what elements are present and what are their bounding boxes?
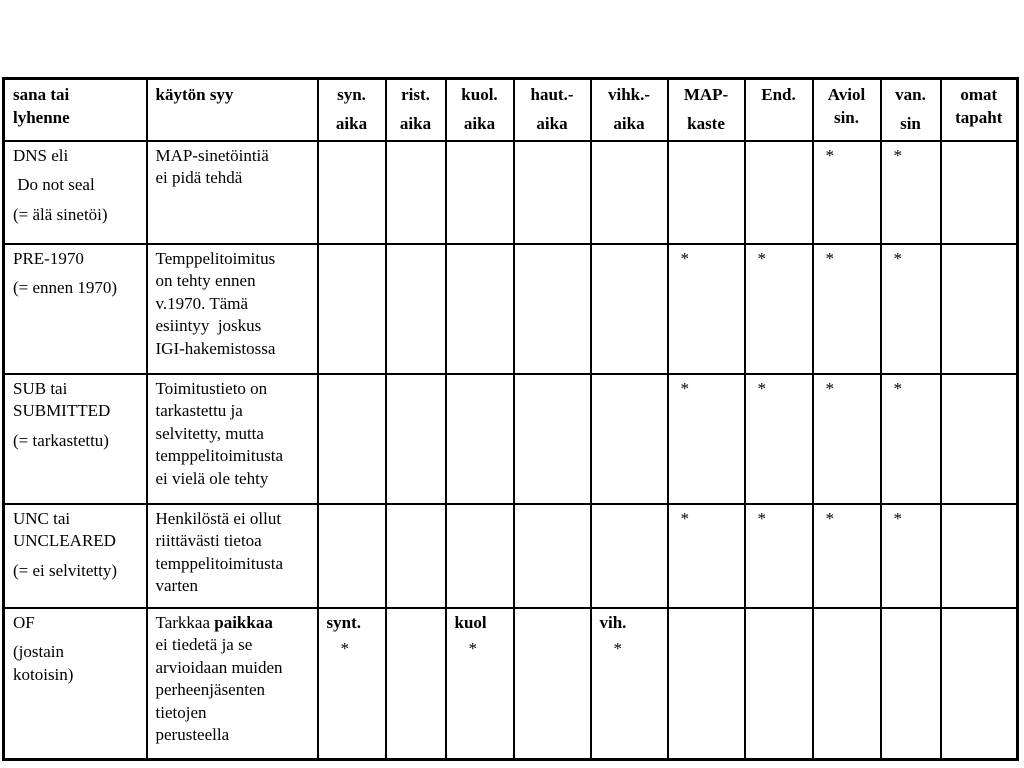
end-cell: * xyxy=(745,374,813,504)
table-row xyxy=(4,374,1018,504)
header-row xyxy=(4,79,1018,141)
table-row xyxy=(4,504,1018,608)
kuol-cell: kuol * xyxy=(446,608,514,760)
van-cell: * xyxy=(881,504,941,608)
vihk-cell xyxy=(591,374,668,504)
end-cell xyxy=(745,141,813,244)
table-row xyxy=(4,608,1018,760)
table-row xyxy=(4,141,1018,244)
vihk-cell xyxy=(591,504,668,608)
omat-cell xyxy=(941,141,1018,244)
header-map: MAP- kaste xyxy=(668,79,745,141)
rist-cell xyxy=(386,608,446,760)
map-cell: * xyxy=(668,244,745,374)
omat-cell xyxy=(941,608,1018,760)
syn-cell xyxy=(318,141,386,244)
kuol-cell xyxy=(446,504,514,608)
van-cell: * xyxy=(881,244,941,374)
aviol-cell: * xyxy=(813,141,881,244)
haut-cell xyxy=(514,374,591,504)
abbreviation-table xyxy=(2,77,1019,761)
syn-cell xyxy=(318,374,386,504)
rist-cell xyxy=(386,374,446,504)
syn-cell xyxy=(318,244,386,374)
header-kuol: kuol. aika xyxy=(446,79,514,141)
omat-cell xyxy=(941,374,1018,504)
syn-cell xyxy=(318,504,386,608)
reason-cell: Temppelitoimitus on tehty ennen v.1970. Tämä esiintyy joskus IGI-hakemistossa xyxy=(147,244,318,374)
term-cell: PRE-1970 (= ennen 1970) xyxy=(4,244,147,374)
rist-cell xyxy=(386,141,446,244)
header-vihk: vihk.- aika xyxy=(591,79,668,141)
end-cell xyxy=(745,608,813,760)
kuol-cell xyxy=(446,374,514,504)
aviol-cell xyxy=(813,608,881,760)
term-cell: UNC tai UNCLEARED (= ei selvitetty) xyxy=(4,504,147,608)
kuol-cell xyxy=(446,141,514,244)
reason-cell: MAP-sinetöintiä ei pidä tehdä xyxy=(147,141,318,244)
map-cell: * xyxy=(668,374,745,504)
header-reason: käytön syy xyxy=(147,79,318,141)
aviol-cell: * xyxy=(813,244,881,374)
header-haut: haut.- aika xyxy=(514,79,591,141)
haut-cell xyxy=(514,608,591,760)
term-cell: OF (jostain kotoisin) xyxy=(4,608,147,760)
rist-cell xyxy=(386,504,446,608)
reason-cell: Toimitustieto on tarkastettu ja selvitetty, mutta temppelitoimitusta ei vielä ole tehty xyxy=(147,374,318,504)
syn-cell: synt. * xyxy=(318,608,386,760)
aviol-cell: * xyxy=(813,504,881,608)
reason-cell: Tarkkaa paikkaa ei tiedetä ja se arvioidaan muiden perheenjäsenten tietojen perusteella xyxy=(147,608,318,760)
map-cell: * xyxy=(668,504,745,608)
end-cell: * xyxy=(745,504,813,608)
vihk-cell xyxy=(591,244,668,374)
header-aviol: Aviol sin. xyxy=(813,79,881,141)
end-cell: * xyxy=(745,244,813,374)
map-cell xyxy=(668,608,745,760)
table-row xyxy=(4,244,1018,374)
omat-cell xyxy=(941,504,1018,608)
kuol-cell xyxy=(446,244,514,374)
van-cell: * xyxy=(881,141,941,244)
haut-cell xyxy=(514,504,591,608)
header-rist: rist. aika xyxy=(386,79,446,141)
omat-cell xyxy=(941,244,1018,374)
aviol-cell: * xyxy=(813,374,881,504)
header-omat: omat tapaht xyxy=(941,79,1018,141)
haut-cell xyxy=(514,244,591,374)
header-syn: syn. aika xyxy=(318,79,386,141)
term-cell: DNS eli Do not seal (= älä sinetöi) xyxy=(4,141,147,244)
header-term: sana tai lyhenne xyxy=(4,79,147,141)
van-cell: * xyxy=(881,374,941,504)
van-cell xyxy=(881,608,941,760)
header-end: End. xyxy=(745,79,813,141)
map-cell xyxy=(668,141,745,244)
term-cell: SUB tai SUBMITTED (= tarkastettu) xyxy=(4,374,147,504)
reason-cell: Henkilöstä ei ollut riittävästi tietoa temppelitoimitusta varten xyxy=(147,504,318,608)
header-van: van. sin xyxy=(881,79,941,141)
vihk-cell xyxy=(591,141,668,244)
haut-cell xyxy=(514,141,591,244)
vihk-cell: vih. * xyxy=(591,608,668,760)
rist-cell xyxy=(386,244,446,374)
